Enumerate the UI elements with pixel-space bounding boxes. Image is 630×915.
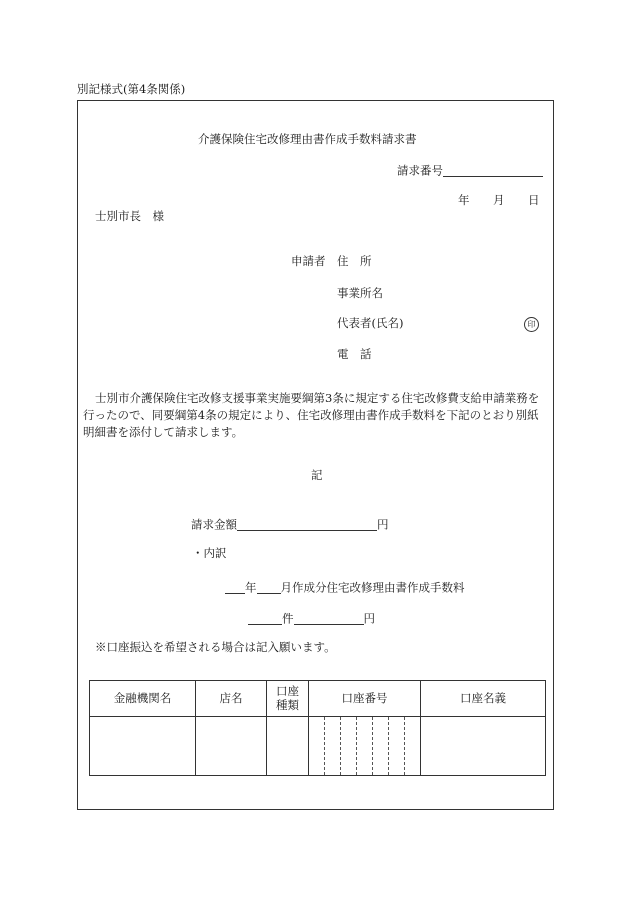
breakdown-count-row <box>248 611 375 625</box>
digit-box[interactable] <box>325 717 341 775</box>
header-account-type: 口座 種類 <box>267 681 309 717</box>
amount-yen: 円 <box>377 517 389 532</box>
header-branch-name: 店名 <box>196 681 267 717</box>
digit-box[interactable] <box>341 717 357 775</box>
amount-row <box>191 517 389 531</box>
addressee: 士別市長 様 <box>95 209 164 223</box>
date-month: 月 <box>493 193 505 207</box>
header-bank-name: 金融機関名 <box>90 681 196 717</box>
amount-label: 請求金額 <box>191 517 237 532</box>
applicant-label: 申請者 <box>291 254 326 268</box>
account-type-cell[interactable] <box>267 717 309 776</box>
body-line-3: 明細書を添付して請求します。 <box>83 425 244 439</box>
bank-transfer-note: ※口座振込を希望される場合は記入願います。 <box>95 640 336 654</box>
bank-account-table <box>89 680 546 776</box>
table-header-row <box>90 681 546 717</box>
header-account-holder: 口座名義 <box>421 681 546 717</box>
header-account-number: 口座番号 <box>309 681 421 717</box>
digit-box[interactable] <box>405 717 420 775</box>
digit-box[interactable] <box>373 717 389 775</box>
account-number-digits <box>309 717 420 775</box>
ki-heading: 記 <box>311 468 323 482</box>
breakdown-yen-line[interactable] <box>294 611 364 625</box>
breakdown-count-line[interactable] <box>248 611 282 625</box>
breakdown-label: ・内訳 <box>192 546 227 560</box>
form-title: 介護保険住宅改修理由書作成手数料請求書 <box>198 132 417 146</box>
bank-name-cell[interactable] <box>90 717 196 776</box>
applicant-office-label: 事業所名 <box>337 286 383 300</box>
breakdown-month-line[interactable] <box>257 580 281 594</box>
breakdown-month-row <box>225 580 465 594</box>
body-line-1: 士別市介護保険住宅改修支援事業実施要綱第3条に規定する住宅改修費支給申請業務を <box>95 391 540 405</box>
breakdown-yen: 円 <box>363 611 375 626</box>
breakdown-year-line[interactable] <box>225 580 245 594</box>
request-number <box>397 163 543 177</box>
digit-box[interactable] <box>357 717 373 775</box>
applicant-address-label: 住 所 <box>337 254 372 268</box>
digit-box[interactable] <box>389 717 405 775</box>
date-year: 年 <box>458 193 470 207</box>
amount-line[interactable] <box>237 517 377 531</box>
branch-name-cell[interactable] <box>196 717 267 776</box>
breakdown-count: 件 <box>282 611 294 626</box>
breakdown-year: 年 <box>245 580 257 595</box>
body-line-2: 行ったので、同要綱第4条の規定により、住宅改修理由書作成手数料を下記のとおり別紙 <box>83 408 539 422</box>
form-note: 別記様式(第4条関係) <box>77 82 186 96</box>
breakdown-month-text: 月作成分住宅改修理由書作成手数料 <box>280 580 465 595</box>
seal-icon: 印 <box>524 317 539 332</box>
applicant-representative-label: 代表者(氏名) <box>337 316 404 330</box>
request-number-line[interactable] <box>443 163 543 177</box>
request-number-label: 請求番号 <box>397 163 443 178</box>
table-row <box>90 717 546 776</box>
date-day: 日 <box>528 193 540 207</box>
account-number-cell[interactable] <box>309 717 421 776</box>
applicant-phone-label: 電 話 <box>337 347 372 361</box>
digit-box[interactable] <box>309 717 325 775</box>
account-holder-cell[interactable] <box>421 717 546 776</box>
